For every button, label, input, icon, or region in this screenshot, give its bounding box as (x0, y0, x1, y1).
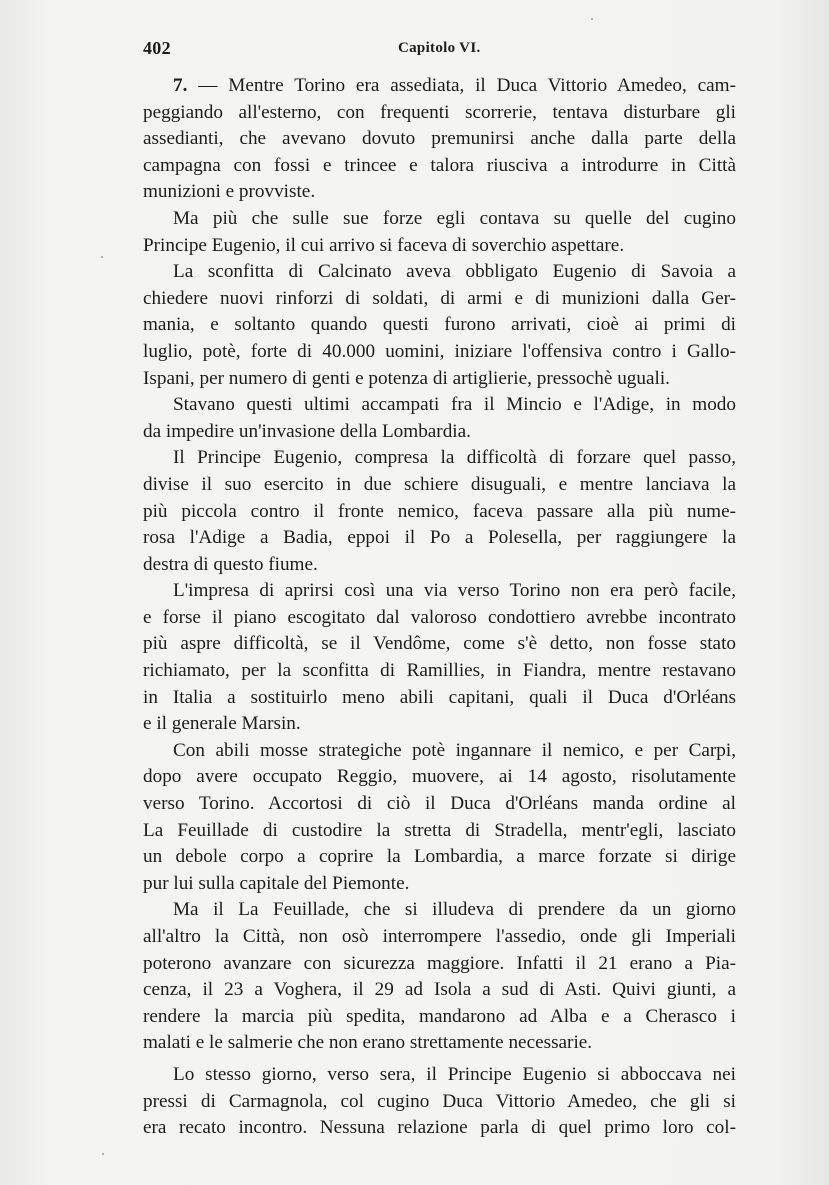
text-line: Lo stesso giorno, verso sera, il Principe Eugenio si abboccava nei (173, 1063, 736, 1085)
text-line: 7. — Mentre Torino era assediata, il Duca Vittorio Amedeo, cam- (173, 75, 736, 96)
text-line: munizioni e provviste. (143, 181, 316, 203)
text-line: Con abili mosse strategiche potè ingannare il nemico, e per Carpi, (173, 739, 736, 761)
page-number: 402 (143, 38, 171, 58)
text-line: assedianti, che avevano dovuto premunirsi anche dalla parte della (143, 128, 736, 150)
text-line: all'altro la Città, non osò interrompere l'assedio, onde gli Imperiali (143, 926, 736, 947)
text-line: destra di questo fiume. (143, 553, 318, 575)
text-line: pur lui sulla capitale del Piemonte. (143, 872, 410, 894)
text-line: mania, e soltanto quando questi furono arrivati, cioè ai primi di (143, 314, 736, 336)
text-line: e il generale Marsin. (143, 713, 301, 735)
text-line: Ispani, per numero di genti e potenza di artiglierie, pressochè uguali. (143, 367, 670, 389)
paper-speck (102, 1153, 104, 1155)
text-line: peggiando all'esterno, con frequenti scorrerie, tentava disturbare gli (143, 101, 736, 123)
text-line: cenza, il 23 a Voghera, il 29 ad Isola a sud di Asti. Quivi giunti, a (143, 979, 736, 1001)
text-line: luglio, potè, forte di 40.000 uomini, iniziare l'offensiva contro i Gallo- (143, 340, 736, 362)
text-line: La sconfitta di Calcinato aveva obbligato Eugenio di Savoia a (173, 261, 736, 283)
body-text (143, 73, 736, 1142)
text-line: Principe Eugenio, il cui arrivo si faceva di soverchio aspettare. (143, 234, 625, 256)
chapter-title: Capitolo VI. (398, 40, 481, 56)
text-line: Il Principe Eugenio, compresa la difficoltà di forzare quel passo, (173, 447, 736, 469)
running-head (143, 38, 736, 62)
text-line: Stavano questi ultimi accampati fra il Mincio e l'Adige, in modo (173, 394, 736, 416)
text-line: da impedire un'invasione della Lombardia. (143, 420, 471, 442)
text-line: dopo avere occupato Reggio, muovere, ai 14 agosto, risolutamente (143, 766, 736, 788)
text-line: più aspre difficoltà, se il Vendôme, come s'è detto, non fosse stato (143, 633, 736, 655)
text-line: e forse il piano escogitato dal valoroso condottiero avrebbe incontrato (143, 606, 736, 628)
text-line: verso Torino. Accortosi di ciò il Duca d'Orléans manda ordine al (143, 793, 736, 815)
section-number: 7. (173, 75, 188, 96)
text-line: L'impresa di aprirsi così una via verso Torino non era però facile, (173, 580, 736, 602)
text-line: pressi di Carmagnola, col cugino Duca Vittorio Amedeo, che gli si (143, 1090, 736, 1112)
text-line: campagna con fossi e trincee e talora riusciva a introdurre in Città (143, 154, 736, 176)
text-line: richiamato, per la sconfitta di Ramillies, in Fiandra, mentre restavano (143, 660, 736, 682)
text-line: malati e le salmerie che non erano strettamente necessarie. (143, 1032, 593, 1054)
text-line: rendere la marcia più spedita, mandarono ad Alba e a Cherasco i (143, 1005, 736, 1027)
text-line: un debole corpo a coprire la Lombardia, a marce forzate si dirige (143, 846, 736, 868)
text-line: era recato incontro. Nessuna relazione parla di quel primo loro col- (143, 1117, 736, 1139)
text-line: divise il suo esercito in due schiere disuguali, e mentre lanciava la (143, 473, 736, 495)
paper-speck (101, 256, 103, 258)
text-line: chiedere nuovi rinforzi di soldati, di armi e di munizioni dalla Ger- (143, 287, 736, 309)
text-line: in Italia a sostituirlo meno abili capitani, quali il Duca d'Orléans (143, 686, 736, 708)
text-line: La Feuillade di custodire la stretta di Stradella, mentr'egli, lasciato (143, 819, 736, 841)
paper-speck (591, 18, 593, 20)
text-line: rosa l'Adige a Badia, eppoi il Po a Polesella, per raggiungere la (143, 527, 736, 549)
text-line: Ma più che sulle sue forze egli contava su quelle del cugino (173, 207, 736, 229)
text-line: poterono avanzare con sicurezza maggiore. Infatti il 21 erano a Pia- (143, 952, 736, 974)
text-line: più piccola contro il fronte nemico, faceva passare alla più nume- (143, 500, 736, 522)
text-line: Ma il La Feuillade, che si illudeva di prendere da un giorno (173, 899, 736, 921)
